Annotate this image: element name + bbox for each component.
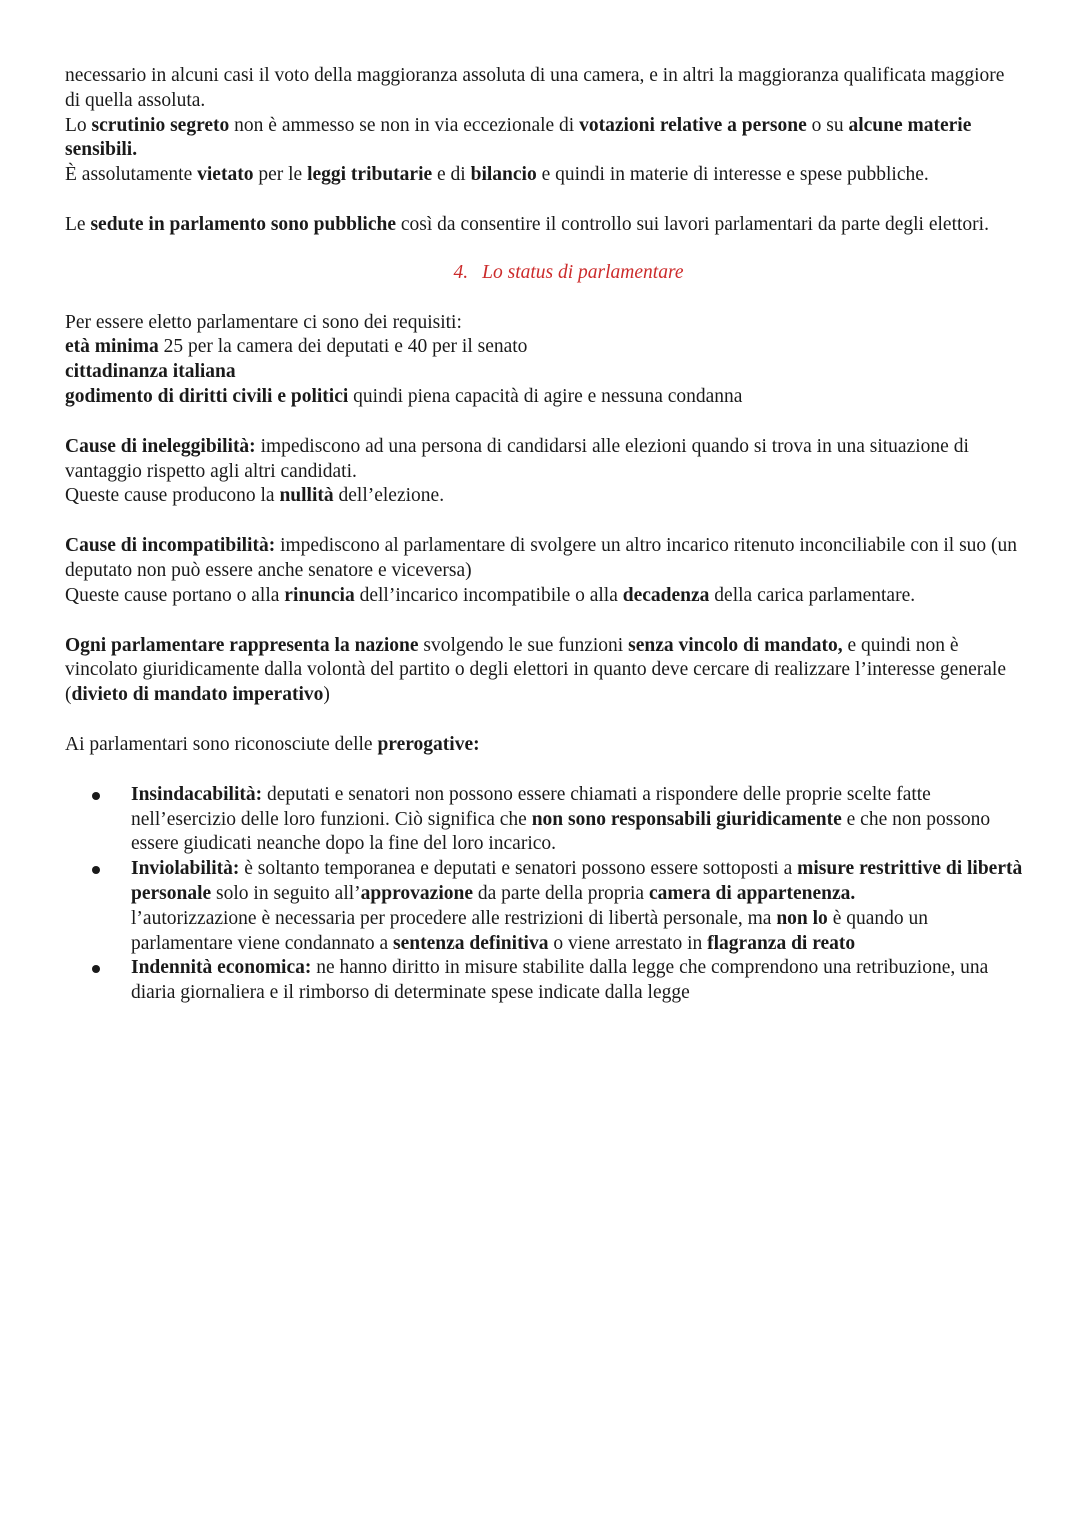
heading-number: 4. (453, 261, 469, 283)
sedute-paragraph: Le sedute in parlamento sono pubbliche così da consentire il controllo sui lavori parlamentari da parte degli elettori. (65, 213, 989, 235)
prerogative-intro: Ai parlamentari sono riconosciute delle prerogative: (65, 733, 480, 755)
requisiti-section (65, 311, 1024, 410)
prerogative-list (65, 783, 1024, 1006)
paragraph: cittadinanza italiana (65, 361, 236, 383)
paragraph: necessario in alcuni casi il voto della maggioranza assoluta di una camera, e in altri la maggioranza qualificata maggiore di quella assoluta. (65, 65, 1005, 111)
bullet-icon (92, 965, 100, 973)
paragraph: Cause di incompatibilità: impediscono al parlamentare di svolgere un altro incarico ritenuto inconciliabile con il suo (un deputato non può essere anche senatore e viceversa) (65, 535, 1018, 581)
paragraph: età minima 25 per la camera dei deputati e 40 per il senato (65, 336, 528, 358)
ineleggibilita-section (65, 435, 1024, 509)
votazioni-section (65, 64, 1024, 188)
list-item: Insindacabilità: deputati e senatori non possono essere chiamati a rispondere delle proprie scelte fatte nell’esercizio delle loro funzioni. Ciò significa che non sono responsabili giuridicamente e che non possono essere giudicati neanche dopo la fine del loro incarico. (131, 783, 1024, 857)
mandato-paragraph: Ogni parlamentare rappresenta la nazione svolgendo le sue funzioni senza vincolo di mandato, e quindi non è vincolato giuridicamente dalla volontà del partito o degli elettori in quanto deve cercare di realizzare l’interesse generale (divieto di mandato imperativo) (65, 634, 1006, 706)
incompatibilita-section (65, 534, 1024, 608)
list-item: Indennità economica: ne hanno diritto in misure stabilite dalla legge che comprendono una retribuzione, una diaria giornaliera e il rimborso di determinate spese indicate dalla legge (131, 956, 1024, 1006)
paragraph: Queste cause portano o alla rinuncia dell’incarico incompatibile o alla decadenza della carica parlamentare. (65, 584, 916, 606)
paragraph: godimento di diritti civili e politici quindi piena capacità di agire e nessuna condanna (65, 385, 743, 407)
paragraph: Cause di ineleggibilità: impediscono ad una persona di candidarsi alle elezioni quando si trova in una situazione di vantaggio rispetto agli altri candidati. (65, 435, 969, 482)
bullet-icon (92, 866, 100, 874)
paragraph: Per essere eletto parlamentare ci sono dei requisiti: (65, 311, 462, 333)
bullet-icon (92, 792, 100, 800)
section-heading (65, 261, 1024, 286)
paragraph: Queste cause producono la nullità dell’elezione. (65, 485, 445, 507)
list-item: Inviolabilità: è soltanto temporanea e deputati e senatori possono essere sottoposti a misure restrittive di libertà personale solo in seguito all’approvazione da parte della propria camera di appartenenza. l’autorizzazione è necessaria per procedere alle restrizioni di libertà personale, ma non lo è quando un parlamentare viene condannato a sentenza definitiva o viene arrestato in flagranza di reato (131, 857, 1024, 956)
heading-title: Lo status di parlamentare (482, 261, 684, 283)
paragraph: Lo scrutinio segreto non è ammesso se non in via eccezionale di votazioni relative a persone o su alcune materie sensibili. (65, 114, 972, 161)
paragraph: È assolutamente vietato per le leggi tributarie e di bilancio e quindi in materie di interesse e spese pubbliche. (65, 164, 929, 186)
